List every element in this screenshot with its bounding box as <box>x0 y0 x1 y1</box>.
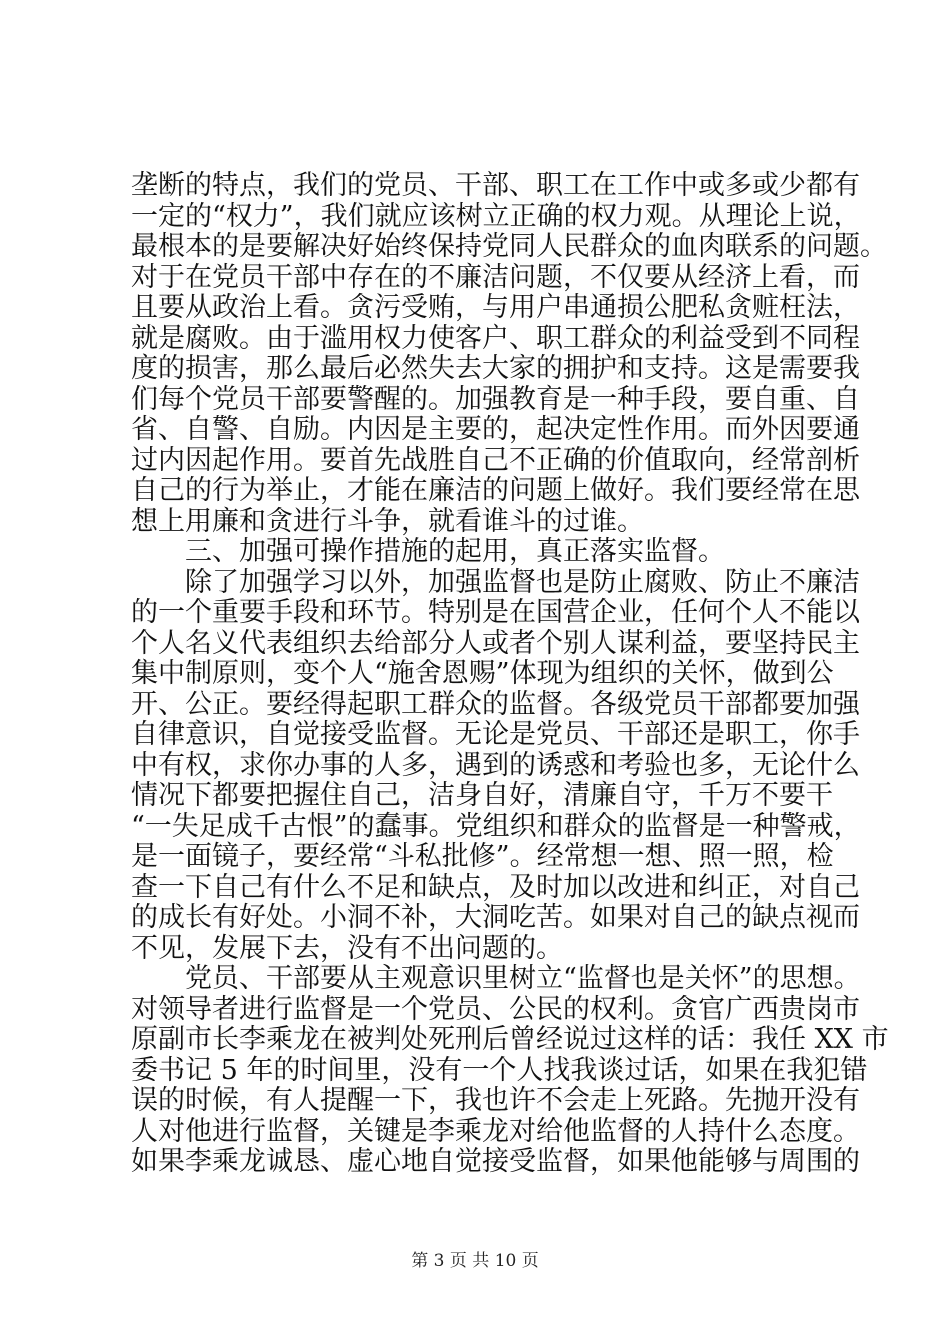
text-line: 对领导者进行监督是一个党员、公民的权利。贪官广西贵岗市 <box>131 993 860 1025</box>
text-line: 党员、干部要从主观意识里树立“监督也是关怀”的思想。 <box>185 963 861 994</box>
text-line: 原副市长李乘龙在被判处死刑后曾经说过这样的话：我任 XX 市 <box>131 1024 889 1055</box>
text-line: 开、公正。要经得起职工群众的监督。各级党员干部都要加强 <box>131 688 860 720</box>
text-line: 委书记 5 年的时间里，没有一个人找我谈过话，如果在我犯错 <box>131 1054 868 1086</box>
text-line: 省、自警、自励。内因是主要的，起决定性作用。而外因要通 <box>131 414 860 445</box>
text-line: 的一个重要手段和环节。特别是在国营企业，任何个人不能以 <box>131 597 860 628</box>
text-line: 们每个党员干部要警醒的。加强教育是一种手段，要自重、自 <box>131 383 860 415</box>
text-line: 对于在党员干部中存在的不廉洁问题，不仅要从经济上看，而 <box>131 261 860 293</box>
text-line: 垄断的特点，我们的党员、干部、职工在工作中或多或少都有 <box>131 170 860 201</box>
text-line: 人对他进行监督，关键是李乘龙对给他监督的人持什么态度。 <box>131 1115 860 1147</box>
text-line: 就是腐败。由于滥用权力使客户、职工群众的利益受到不同程 <box>131 322 860 354</box>
text-line: 过内因起作用。要首先战胜自己不正确的价值取向，经常剖析 <box>131 444 860 476</box>
text-line: 中有权，求你办事的人多，遇到的诱惑和考验也多，无论什么 <box>131 749 860 781</box>
text-line: 集中制原则，变个人“施舍恩赐”体现为组织的关怀，做到公 <box>131 658 834 689</box>
text-line: 自己的行为举止，才能在廉洁的问题上做好。我们要经常在思 <box>131 475 860 506</box>
section-heading: 三、加强可操作措施的起用，真正落实监督。 <box>185 536 725 567</box>
text-line: 最根本的是要解决好始终保持党同人民群众的血肉联系的问题。 <box>131 231 887 262</box>
text-line: 是一面镜子，要经常“斗私批修”。经常想一想、照一照，检 <box>131 841 834 872</box>
text-line: 误的时候，有人提醒一下，我也许不会走上死路。先抛开没有 <box>131 1085 860 1116</box>
text-line: 查一下自己有什么不足和缺点，及时加以改进和纠正，对自己 <box>131 871 860 903</box>
text-line: 自律意识，自觉接受监督。无论是党员、干部还是职工，你手 <box>131 719 860 750</box>
text-line: 不见，发展下去，没有不出问题的。 <box>131 932 563 964</box>
text-line: 除了加强学习以外，加强监督也是防止腐败、防止不廉洁 <box>185 566 860 598</box>
text-line: 个人名义代表组织去给部分人或者个别人谋利益，要坚持民主 <box>131 627 860 659</box>
text-line: 度的损害，那么最后必然失去大家的拥护和支持。这是需要我 <box>131 353 860 384</box>
text-line: 的成长有好处。小洞不补，大洞吃苦。如果对自己的缺点视而 <box>131 902 860 933</box>
body-text <box>131 170 889 1178</box>
text-line: 想上用廉和贪进行斗争，就看谁斗的过谁。 <box>131 505 644 537</box>
text-line: 情况下都要把握住自己，洁身自好，清廉自守，千万不要干 <box>131 780 833 811</box>
text-line: 如果李乘龙诚恳、虚心地自觉接受监督，如果他能够与周围的 <box>131 1146 860 1177</box>
text-line: 且要从政治上看。贪污受贿，与用户串通损公肥私贪赃枉法， <box>131 292 860 323</box>
page-footer: 第 3 页 共 10 页 <box>411 1251 539 1271</box>
text-line: 一定的“权力”，我们就应该树立正确的权力观。从理论上说， <box>131 200 861 232</box>
text-line: “一失足成千古恨”的蠢事。党组织和群众的监督是一种警戒， <box>131 810 861 842</box>
